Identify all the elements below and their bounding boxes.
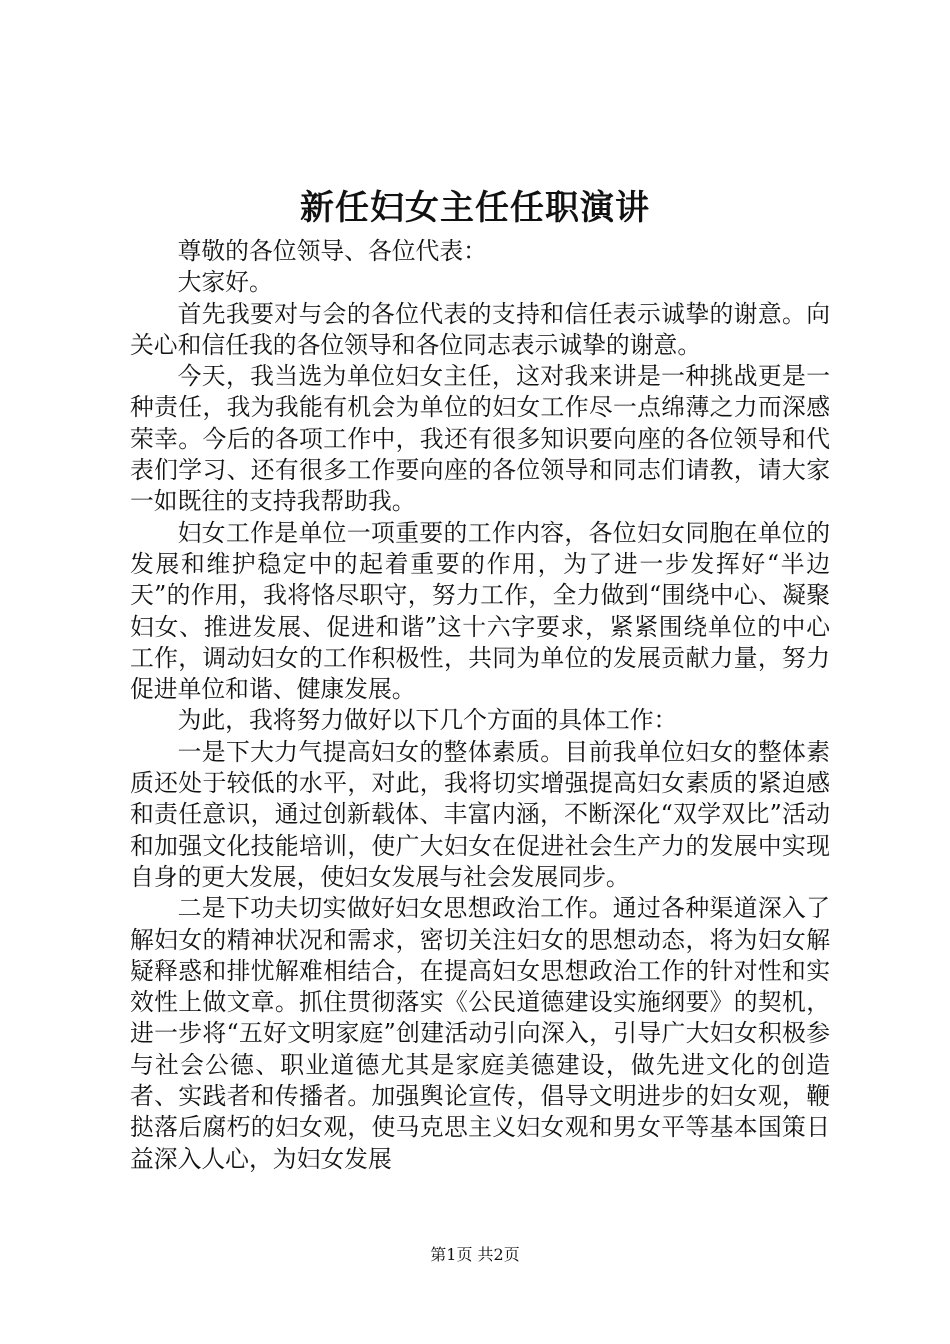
paragraph-greeting: 大家好。 (177, 268, 273, 297)
paragraph-plan-intro: 为此，我将努力做好以下几个方面的具体工作： (177, 706, 678, 735)
paragraph-salutation: 尊敬的各位领导、各位代表： (177, 237, 487, 265)
paragraph-appointment: 今天，我当选为单位妇女主任，这对我来讲是一种挑战更是一种责任，我为我能有机会为单位的妇女工作尽一点绵薄之力而深感荣幸。今后的各项工作中，我还有很多知识要向座的各位领导和代表们学习、还有很多工作要向座的各位领导和同志们请教，请大家一如既往的支持我帮助我。 (130, 362, 830, 516)
page-footer: 第1页 共2页 (430, 1245, 520, 1264)
paragraph-point-two: 二是下功夫切实做好妇女思想政治工作。通过各种渠道深入了解妇女的精神状况和需求，密切关注妇女的思想动态，将为妇女解疑释惑和排忧解难相结合，在提高妇女思想政治工作的针对性和实效性上做文章。抓住贯彻落实《公民道德建设实施纲要》的契机，进一步将“五好文明家庭”创建活动引向深入，引导广大妇女积极参与社会公德、职业道德尤其是家庭美德建设，做先进文化的创造者、实践者和传播者。加强舆论宣传，倡导文明进步的妇女观，鞭挞落后腐朽的妇女观，使马克思主义妇女观和男女平等基本国策日益深入人心，为妇女发展 (130, 894, 830, 1173)
document-title: 新任妇女主任任职演讲 (300, 188, 650, 228)
paragraph-thanks: 首先我要对与会的各位代表的支持和信任表示诚挚的谢意。向关心和信任我的各位领导和各位同志表示诚挚的谢意。 (130, 299, 830, 359)
document-body (130, 236, 830, 1175)
paragraph-point-one: 一是下大力气提高妇女的整体素质。目前我单位妇女的整体素质还处于较低的水平，对此，我将切实增强提高妇女素质的紧迫感和责任意识，通过创新载体、丰富内涵，不断深化“双学双比”活动和加强文化技能培训，使广大妇女在促进社会生产力的发展中实现自身的更大发展，使妇女发展与社会发展同步。 (130, 737, 830, 891)
paragraph-work-importance: 妇女工作是单位一项重要的工作内容，各位妇女同胞在单位的发展和维护稳定中的起着重要的作用，为了进一步发挥好“半边天”的作用，我将恪尽职守，努力工作，全力做到“围绕中心、凝聚妇女、推进发展、促进和谐”这十六字要求，紧紧围绕单位的中心工作，调动妇女的工作积极性，共同为单位的发展贡献力量，努力促进单位和谐、健康发展。 (130, 518, 830, 704)
